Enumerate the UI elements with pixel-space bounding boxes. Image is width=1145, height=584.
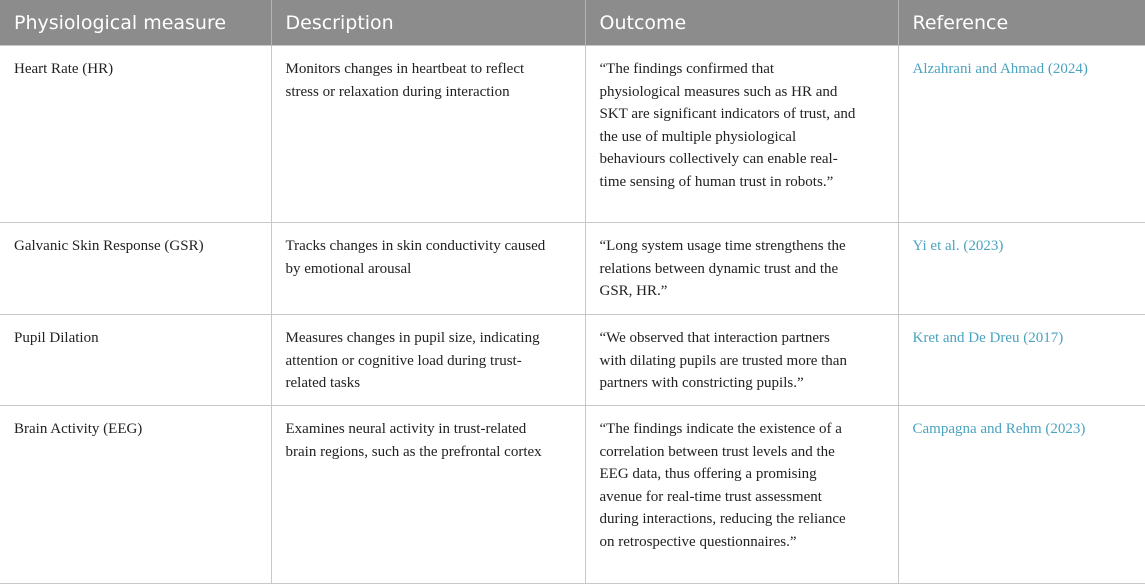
- header-row: [0, 0, 1145, 46]
- reference-link[interactable]: Alzahrani and Ahmad (2024): [912, 61, 1088, 77]
- reference-cell: [898, 315, 1145, 406]
- outcome-text: “The findings indicate the existence of a correlation between trust levels and the EEG data, thus offering a promising avenue for real-time trust assessment during interactions, reducing the reliance on retrospective questionnaires.”: [599, 421, 846, 550]
- reference-cell: [898, 406, 1145, 584]
- measure-text: Heart Rate (HR): [14, 61, 114, 77]
- table-row: [0, 315, 1145, 406]
- description-cell: [271, 46, 585, 223]
- table-row: [0, 406, 1145, 584]
- outcome-text: “Long system usage time strengthens the relations between dynamic trust and the GSR, HR.”: [599, 238, 846, 299]
- measure-text: Galvanic Skin Response (GSR): [14, 238, 204, 254]
- outcome-cell: [585, 46, 898, 223]
- description-text: Examines neural activity in trust-related brain regions, such as the prefrontal cortex: [285, 421, 542, 460]
- header-description: Description: [271, 0, 585, 46]
- description-cell: [271, 315, 585, 406]
- outcome-cell: [585, 315, 898, 406]
- measure-cell: [0, 315, 271, 406]
- description-text: Monitors changes in heartbeat to reflect stress or relaxation during interaction: [285, 61, 525, 100]
- reference-cell: [898, 46, 1145, 223]
- table-row: [0, 223, 1145, 315]
- reference-link[interactable]: Kret and De Dreu (2017): [912, 330, 1064, 346]
- outcome-cell: [585, 406, 898, 584]
- measure-cell: [0, 223, 271, 315]
- header-reference: Reference: [898, 0, 1145, 46]
- header-measure: Physiological measure: [0, 0, 271, 46]
- measure-text: Brain Activity (EEG): [14, 421, 143, 437]
- table-row: [0, 46, 1145, 223]
- reference-link[interactable]: Campagna and Rehm (2023): [912, 421, 1086, 437]
- outcome-cell: [585, 223, 898, 315]
- measure-cell: [0, 46, 271, 223]
- reference-cell: [898, 223, 1145, 315]
- measure-text: Pupil Dilation: [14, 330, 99, 346]
- description-cell: [271, 406, 585, 584]
- description-text: Tracks changes in skin conductivity caused by emotional arousal: [285, 238, 546, 277]
- measure-cell: [0, 406, 271, 584]
- outcome-text: “We observed that interaction partners with dilating pupils are trusted more than partners with constricting pupils.”: [599, 330, 847, 391]
- description-cell: [271, 223, 585, 315]
- reference-link[interactable]: Yi et al. (2023): [912, 238, 1004, 254]
- description-text: Measures changes in pupil size, indicating attention or cognitive load during trust-related tasks: [285, 330, 540, 391]
- header-outcome: Outcome: [585, 0, 898, 46]
- outcome-text: “The findings confirmed that physiological measures such as HR and SKT are significant indicators of trust, and the use of multiple physiological behaviours collectively can enable real-time sensing of human trust in robots.”: [599, 61, 856, 190]
